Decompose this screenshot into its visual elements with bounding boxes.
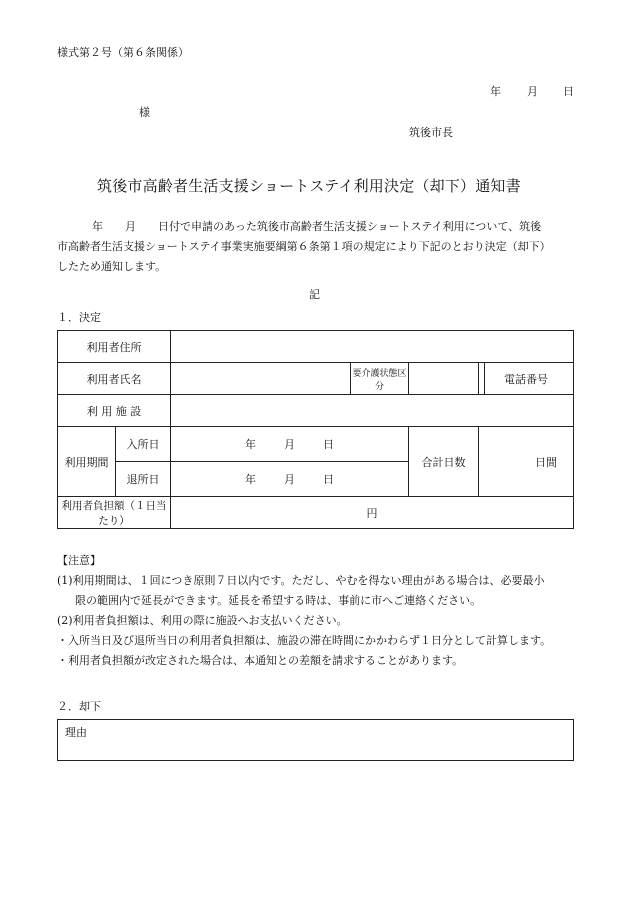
form-number: 様式第２号（第６条関係） xyxy=(57,46,189,59)
facility-field[interactable] xyxy=(171,395,574,427)
intro-line-2: 市高齢者生活支援ショートステイ事業実施要綱第６条第１項の規定により下記のとおり決定（却下） xyxy=(57,240,551,253)
user-name-field[interactable] xyxy=(171,363,351,395)
date-year-label: 年 xyxy=(490,85,501,98)
note-item-1-line-1: (1)利用期間は、１回につき原則７日以内です。ただし、やむを得ない理由がある場合は、必要最小 xyxy=(57,574,545,587)
ki-mark: 記 xyxy=(309,288,320,301)
user-address-field[interactable] xyxy=(171,331,574,363)
issuer-name: 筑後市長 xyxy=(409,126,453,139)
admission-month: 月 xyxy=(284,438,295,451)
discharge-date-field[interactable] xyxy=(171,462,409,497)
total-days-label: 合計日数 xyxy=(409,427,479,497)
discharge-month: 月 xyxy=(284,473,295,486)
phone-label: 電話番号 xyxy=(479,363,574,395)
days-unit: 日間 xyxy=(535,455,558,469)
discharge-day: 日 xyxy=(323,473,334,486)
reason-label: 理由 xyxy=(65,726,87,739)
phone-field[interactable] xyxy=(484,363,573,395)
care-level-label: 要介護状態区分 xyxy=(351,363,409,395)
decision-table xyxy=(57,330,574,529)
yen-unit: 円 xyxy=(366,506,378,520)
admission-day: 日 xyxy=(323,438,334,451)
notes-heading: 【注意】 xyxy=(57,554,101,567)
user-name-label: 利用者氏名 xyxy=(58,363,171,395)
note-item-4: ・利用者負担額が改定された場合は、本通知との差額を請求することがあります。 xyxy=(57,654,464,667)
discharge-label: 退所日 xyxy=(116,462,171,497)
rejection-heading: ２．却下 xyxy=(57,700,101,713)
admission-year: 年 xyxy=(245,438,256,451)
care-level-field[interactable] xyxy=(409,363,479,395)
addressee-suffix: 様 xyxy=(139,106,150,119)
facility-label: 利 用 施 設 xyxy=(58,395,171,427)
period-label: 利用期間 xyxy=(58,427,116,497)
admission-label: 入所日 xyxy=(116,427,171,462)
note-item-3: ・入所当日及び退所当日の利用者負担額は、施設の滞在時間にかかわらず１日分として計算します。 xyxy=(57,634,552,647)
date-month-label: 月 xyxy=(527,85,538,98)
note-item-2: (2)利用者負担額は、利用の際に施設へお支払いください。 xyxy=(57,614,348,627)
user-address-label: 利用者住所 xyxy=(58,331,171,363)
total-days-field[interactable] xyxy=(479,427,574,497)
discharge-year: 年 xyxy=(245,473,256,486)
intro-line-1: 年 月 日付で申請のあった筑後市高齢者生活支援ショートステイ利用について、筑後 xyxy=(92,220,542,233)
page-title: 筑後市高齢者生活支援ショートステイ利用決定（却下）通知書 xyxy=(97,177,521,195)
admission-date-field[interactable] xyxy=(171,427,409,462)
rejection-reason-box[interactable] xyxy=(57,719,574,761)
note-item-1-line-2: 限の範囲内で延長ができます。延長を希望する時は、事前に市へご連絡ください。 xyxy=(75,594,482,607)
intro-line-3: したため通知します。 xyxy=(57,260,167,273)
decision-heading: １．決定 xyxy=(57,311,101,324)
burden-field[interactable] xyxy=(171,497,574,529)
date-day-label: 日 xyxy=(563,85,574,98)
burden-label: 利用者負担額（１日当たり） xyxy=(58,497,171,529)
